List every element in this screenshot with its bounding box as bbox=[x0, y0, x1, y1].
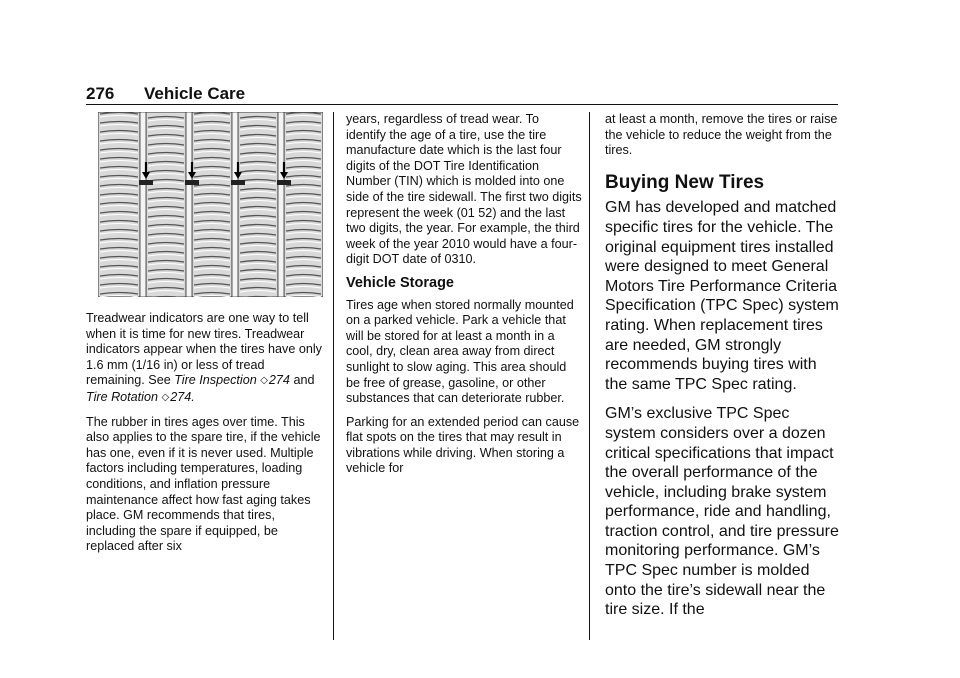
wear-bar bbox=[185, 180, 199, 185]
tread-groove bbox=[278, 112, 284, 297]
column-1 bbox=[86, 112, 326, 555]
heading-vehicle-storage: Vehicle Storage bbox=[346, 274, 454, 291]
tread-rib bbox=[192, 112, 232, 297]
wear-bar bbox=[231, 180, 245, 185]
link-tire-inspection-page[interactable]: 274 bbox=[268, 373, 290, 388]
paragraph-tire-aging: The rubber in tires ages over time. This also applies to the spare tire, if the vehicle has one, even if it is never used. Multiple factors including temperatures, loading conditions, and inflation pressure maintenance affect how fast aging takes place. GM recommends that tires, including the spare if equipped, be replaced after six bbox=[86, 414, 321, 554]
tread-rib bbox=[146, 112, 186, 297]
page-number: 276 bbox=[86, 84, 115, 103]
wear-bar bbox=[277, 180, 291, 185]
link-tire-inspection[interactable]: Tire Inspection bbox=[174, 373, 257, 388]
column-3 bbox=[605, 112, 841, 630]
tread-groove bbox=[140, 112, 146, 297]
paragraph-gm-tires: GM has developed and matched specific tires for the vehicle. The original equipment tires installed were designed to meet General Motors Tire Performance Criteria Specification (TPC Spec) system rating. When replacement tires are needed, GM strongly recommends buying tires with the same TPC Spec rating. bbox=[605, 199, 839, 393]
page-reference-icon: ◇ bbox=[260, 375, 268, 387]
paragraph-treadwear: Treadwear indicators are one way to tell when it is time for new tires. Treadwear indicators appear when the tires have only 1.6 mm (1/16 in) or less of tread remaining. See Tire Inspection ◇274 and Tire Rotation ◇274. bbox=[86, 311, 322, 404]
tread-wear-indicator-illustration bbox=[98, 112, 323, 297]
paragraph-storage: Tires age when stored normally mounted on a parked vehicle. Park a vehicle that will be stored for at least a month in a cool, dry, clean area away from direct sunlight to slow aging. This area should be free of grease, gasoline, or other substances that can deteriorate rubber. bbox=[346, 297, 574, 406]
paragraph-storage-cont: at least a month, remove the tires or raise the vehicle to reduce the weight from the tires. bbox=[605, 112, 838, 158]
link-tire-rotation-page[interactable]: 274. bbox=[170, 389, 195, 404]
column-2 bbox=[346, 112, 582, 477]
column-divider bbox=[333, 112, 334, 640]
header-rule bbox=[86, 104, 838, 105]
heading-buying-new-tires: Buying New Tires bbox=[605, 171, 765, 193]
tread-groove bbox=[232, 112, 238, 297]
tread-rib bbox=[238, 112, 278, 297]
tread-rib bbox=[284, 112, 323, 297]
section-title: Vehicle Care bbox=[144, 84, 246, 103]
page-header bbox=[86, 84, 245, 104]
tread-groove bbox=[186, 112, 192, 297]
wear-bar bbox=[139, 180, 153, 185]
link-tire-rotation[interactable]: Tire Rotation bbox=[86, 389, 158, 404]
paragraph-flat-spots: Parking for an extended period can cause flat spots on the tires that may result in vibrations while driving. When storing a vehicle for bbox=[346, 414, 580, 476]
paragraph-tpc-spec: GM’s exclusive TPC Spec system considers over a dozen critical specifications that impact the overall performance of the vehicle, including brake system performance, ride and handling, traction control, and tire pressure monitoring performance. GM’s TPC Spec number is molded onto the tire’s sidewall near the tire size. If the bbox=[605, 405, 839, 619]
page-reference-icon: ◇ bbox=[161, 391, 170, 403]
column-divider bbox=[589, 112, 590, 640]
tread-rib bbox=[98, 112, 140, 297]
paragraph-tire-age: years, regardless of tread wear. To identify the age of a tire, use the tire manufacture date which is the last four digits of the DOT Tire Identification Number (TIN) which is molded into one side of the tire sidewall. The first two digits represent the week (01 52) and the last two digits, the year. For example, the third week of the year 2010 would have a four-digit DOT date of 0310. bbox=[346, 112, 582, 267]
